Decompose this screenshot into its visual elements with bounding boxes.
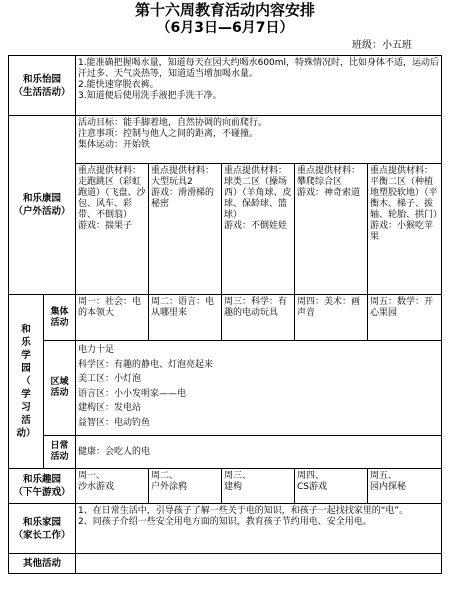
collective-tue: 周二：语言：电从哪里来 [149,295,222,341]
other-row [9,554,442,574]
home-line-1: 1、在日常生活中，引导孩子了解一些关于电的知识，和孩子一起找找家里的“电”。 [78,506,409,516]
collective-row [9,295,442,341]
life-line-3: 3.知道便后使用洗手液把手洗干净。 [78,91,222,101]
area-language: 语言区：小小发明家——电 [78,388,187,399]
afternoon-fri: 周五、 园内探秘 [368,469,442,504]
outdoor-notice: 注意事项：控制与他人之间的距离，不碰撞。 [78,129,259,139]
area-content [76,341,442,436]
outdoor-zone-4: 重点提供材料：攀爬综合区 游戏：神奇索道 [295,164,368,295]
afternoon-mon: 周一、 沙水游戏 [76,469,149,504]
area-puzzle: 益智区：电动钓鱼 [78,417,151,428]
date-range: （6月3日—6月7日） [156,20,294,36]
home-content [76,504,442,554]
daily-row [9,436,442,469]
area-science: 科学区：有趣的静电、灯泡亮起来 [78,359,214,370]
page-title: 第十六周教育活动内容安排 [134,1,315,19]
collective-thu: 周四：美术：画声音 [295,295,368,341]
afternoon-row [9,469,442,504]
home-line-2: 2、同孩子介绍一些安全用电方面的知识，教育孩子节约用电、安全用电。 [78,517,372,527]
area-theme: 电力十足 [78,345,115,355]
life-row [9,56,442,116]
outdoor-goal: 活动目标：能手脚着地，自然协调的向前爬行。 [78,118,268,128]
class-label: 班级：小五班 [352,40,412,51]
life-line-2: 2.能快速穿脱衣裤。 [78,80,159,90]
daily-content: 健康：会吃人的电 [76,436,442,469]
area-construction: 建构区：发电站 [78,403,142,413]
afternoon-wed: 周三、 建构 [222,469,295,504]
area-row [9,341,442,436]
schedule-table [8,55,442,574]
collective-wed: 周三：科学：有趣的电动玩具 [222,295,295,341]
other-label: 其他活动 [9,554,76,574]
outdoor-zone-3: 重点提供材料：球类二区（操场西）（羊角球、皮球、保龄球、篮球） 游戏：不倒娃娃 [222,164,295,295]
outdoor-intro [76,116,442,164]
area-art: 美工区：小灯泡 [78,374,142,384]
afternoon-tue: 周二、 户外涂鸦 [149,469,222,504]
home-row [9,504,442,554]
study-label: 和 乐 学 园 （ 学 习 活 动） [9,295,44,469]
outdoor-zone-5: 重点提供材料：平衡二区（种植地塑胶软地）（平衡木、梯子、拔轴、轮胎、拱门） 游戏：小猴吃苹果 [368,164,442,295]
afternoon-thu: 周四、 CS游戏 [295,469,368,504]
outdoor-label: 和乐康园 （户外活动） [9,116,76,295]
outdoor-zone-1: 重点提供材料：走跑跳区（彩虹跑道）（飞盘、沙包、风车、彩带、不倒翁） 游戏：揣果子 [76,164,149,295]
other-content [76,554,442,574]
area-label: 区域 活动 [44,341,76,436]
daily-label: 日常 活动 [44,436,76,469]
life-line-1: 1.能准确把握喝水量，知道每天在园大约喝水600ml，特殊情况时，比如身体不适，运动后汗过多、天气炎热等，知道适当增加喝水量。 [78,58,440,79]
life-content [76,56,442,116]
outdoor-zone-2: 重点提供材料：大型玩具2 游戏：滑滑梯的秘密 [149,164,222,295]
collective-mon: 周一：社会：电的本领大 [76,295,149,341]
life-label: 和乐怡园 （生活活动） [9,56,76,116]
collective-fri: 周五：数学：开心果园 [368,295,442,341]
outdoor-intro-row [9,116,442,164]
collective-label: 集体 活动 [44,295,76,341]
afternoon-label: 和乐趣园 （下午游戏） [9,469,76,504]
outdoor-group: 集体运动：开始铁 [78,140,151,150]
home-label: 和乐家园 （家长工作） [9,504,76,554]
